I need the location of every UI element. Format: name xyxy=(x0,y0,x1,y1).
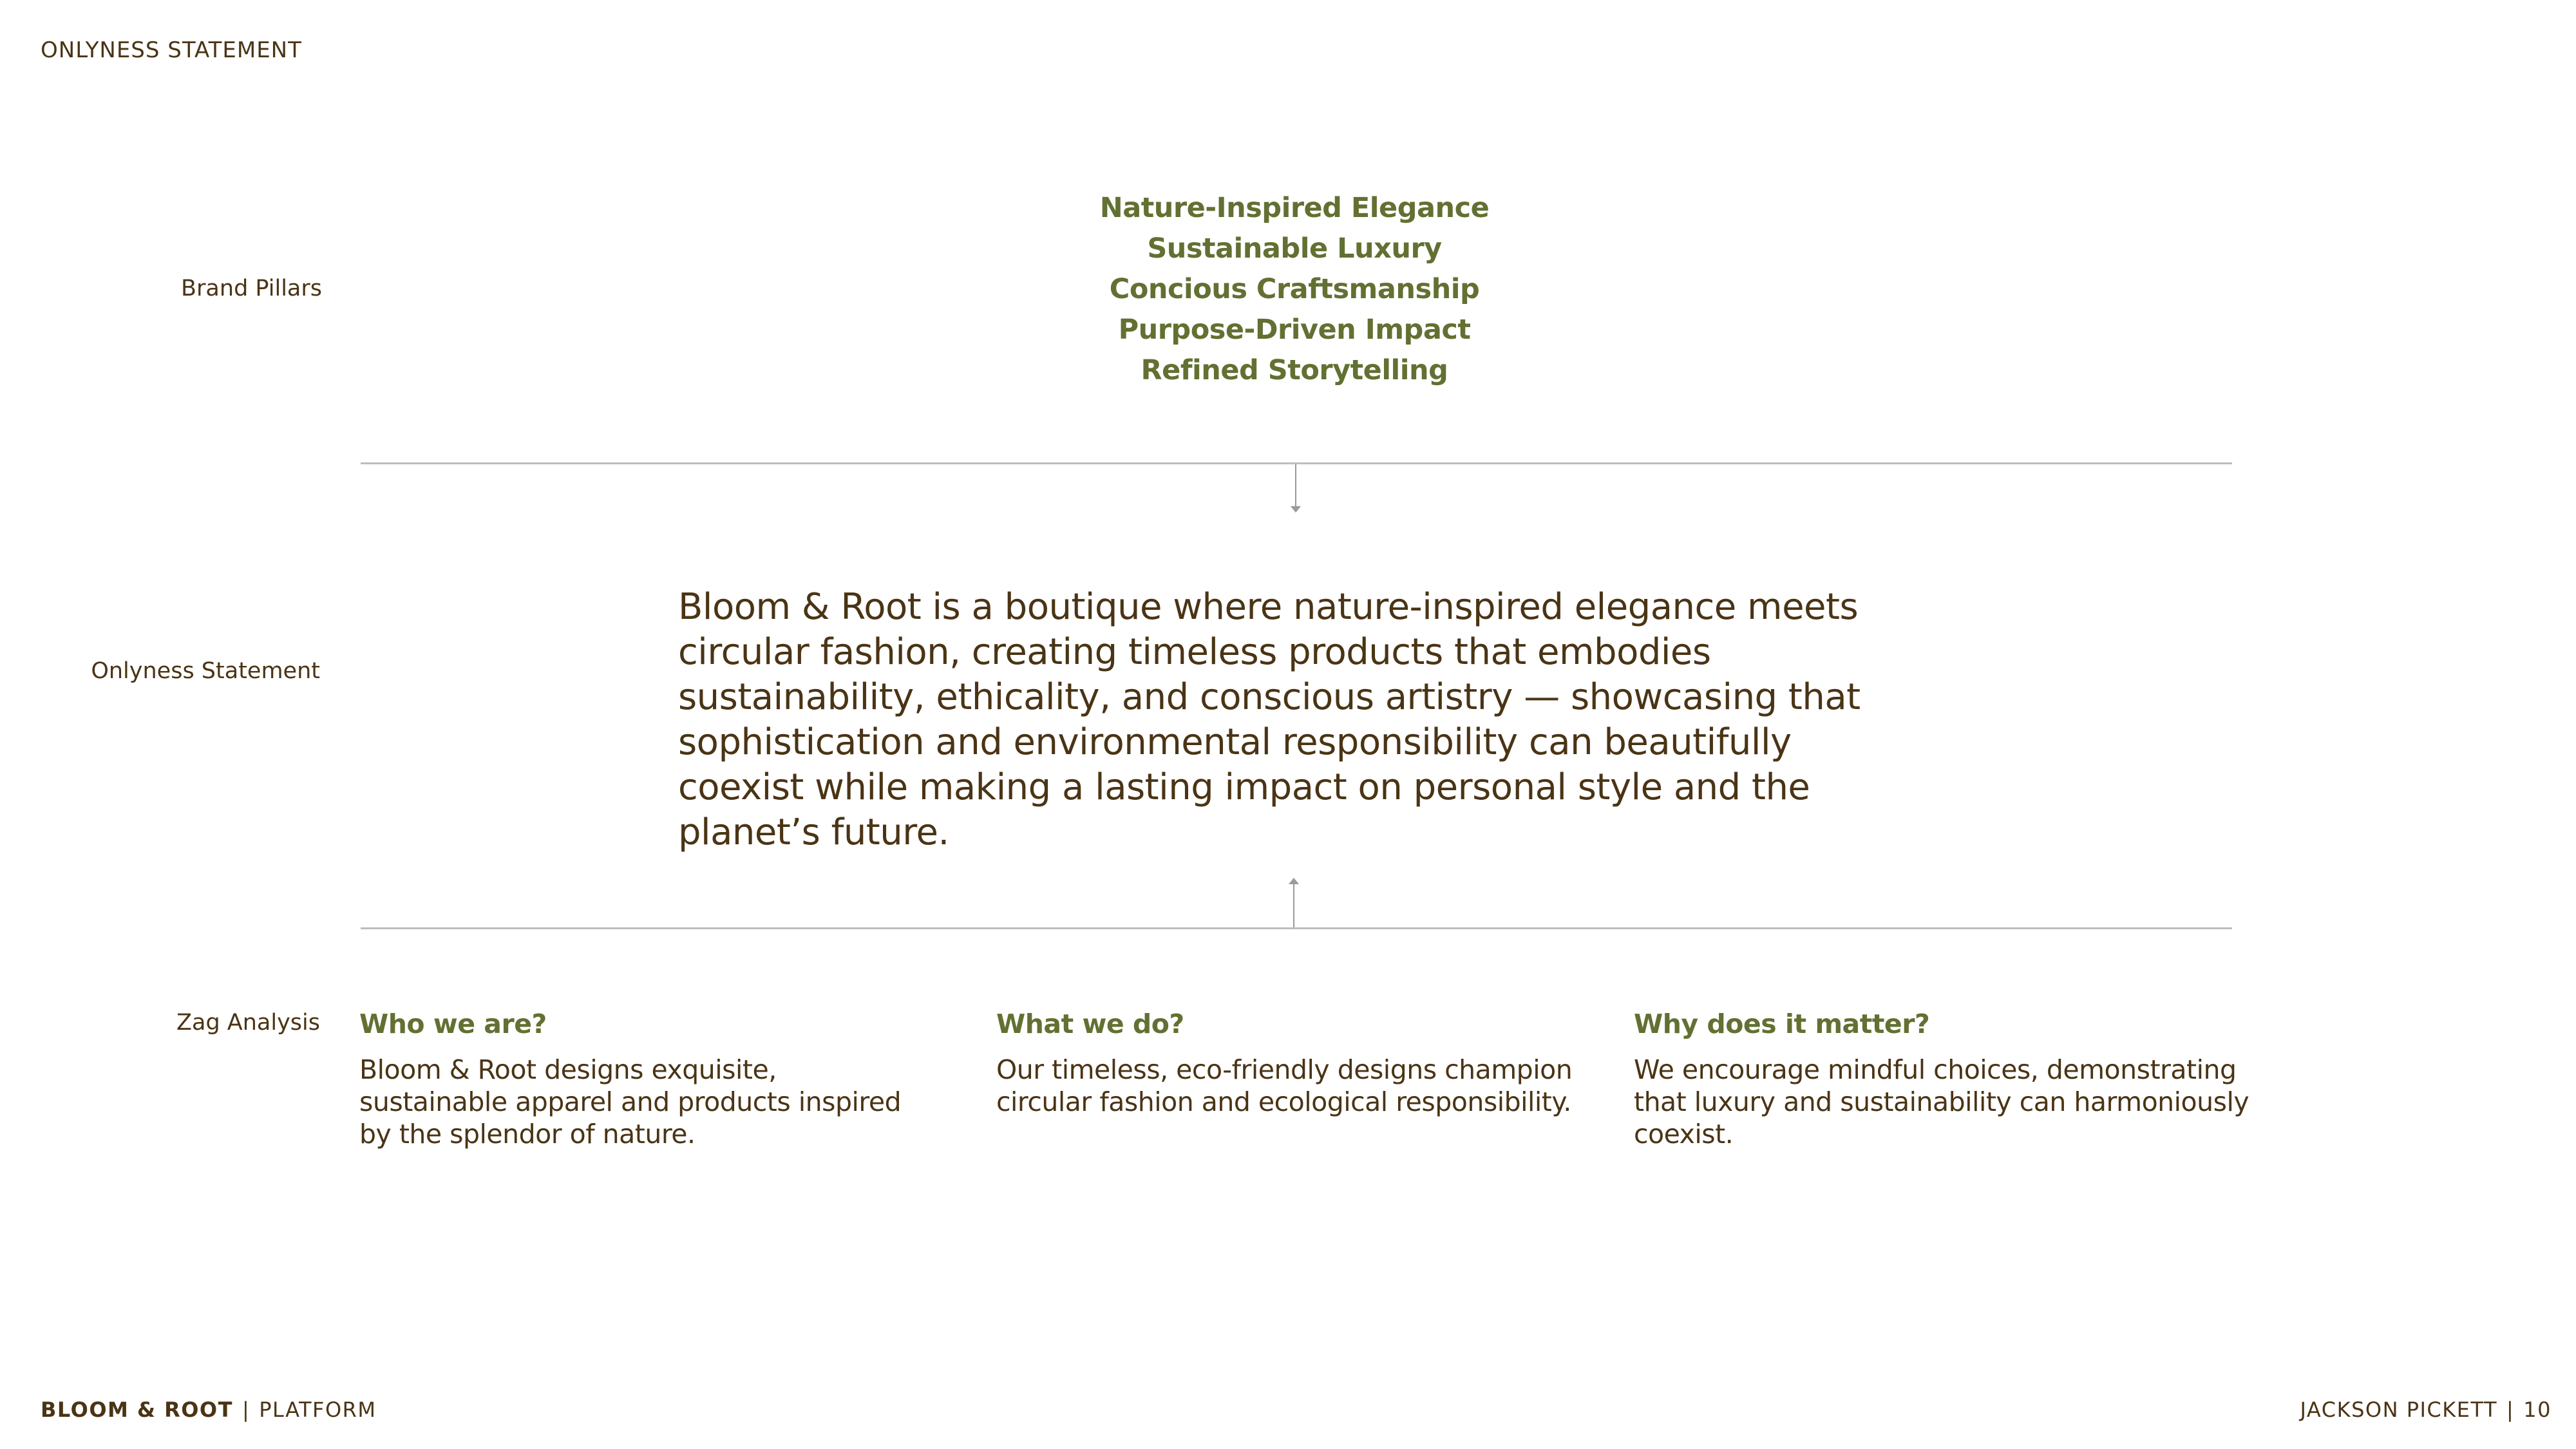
footer-section: PLATFORM xyxy=(259,1397,377,1422)
zag-column-who xyxy=(359,1009,926,1150)
pillar-item: Sustainable Luxury xyxy=(1147,232,1442,265)
divider-top xyxy=(361,462,2232,464)
zag-heading: What we do? xyxy=(996,1009,1184,1039)
footer-left xyxy=(41,1397,376,1422)
section-label: ONLYNESS STATEMENT xyxy=(41,37,302,63)
footer-brand: BLOOM & ROOT xyxy=(41,1397,233,1422)
arrow-down-icon xyxy=(1295,464,1296,509)
page-number: 10 xyxy=(2523,1397,2552,1422)
pillar-item: Refined Storytelling xyxy=(1141,354,1448,386)
zag-body: We encourage mindful choices, demonstrating that luxury and sustainability can harmoniously coexist. xyxy=(1634,1054,2249,1150)
zag-body: Bloom & Root designs exquisite, sustainable apparel and products inspired by the splendor of nature. xyxy=(359,1054,902,1150)
divider-bottom xyxy=(361,927,2232,929)
zag-heading: Why does it matter? xyxy=(1634,1009,1930,1039)
row-label-onlyness-statement: Onlyness Statement xyxy=(91,658,320,684)
onlyness-statement-text: Bloom & Root is a boutique where nature-inspired elegance meets circular fashion, creating timeless products that embodies sustainability, ethicality, and conscious artistry — showcasing that sophistication and environmental responsibility can beautifully coexist while making a lasting impact on personal style and the planet’s future. xyxy=(678,586,1861,853)
pillar-item: Purpose-Driven Impact xyxy=(1118,314,1471,346)
footer-separator: | xyxy=(2506,1397,2515,1422)
footer-right xyxy=(2300,1397,2552,1422)
footer-author: JACKSON PICKETT xyxy=(2300,1397,2497,1422)
pillar-item: Concious Craftsmanship xyxy=(1109,273,1480,305)
row-label-zag-analysis: Zag Analysis xyxy=(176,1010,320,1036)
zag-body: Our timeless, eco-friendly designs champion circular fashion and ecological responsibility. xyxy=(996,1054,1573,1117)
arrow-down-head-icon xyxy=(1291,506,1301,513)
brand-pillars-list xyxy=(966,188,1623,391)
zag-column-why xyxy=(1634,1009,2252,1150)
pillar-item: Nature-Inspired Elegance xyxy=(1099,192,1490,224)
zag-heading: Who we are? xyxy=(359,1009,547,1039)
zag-column-what xyxy=(996,1009,1589,1118)
row-label-brand-pillars: Brand Pillars xyxy=(181,276,322,301)
footer-separator: | xyxy=(242,1397,251,1422)
arrow-up-icon xyxy=(1293,882,1294,927)
